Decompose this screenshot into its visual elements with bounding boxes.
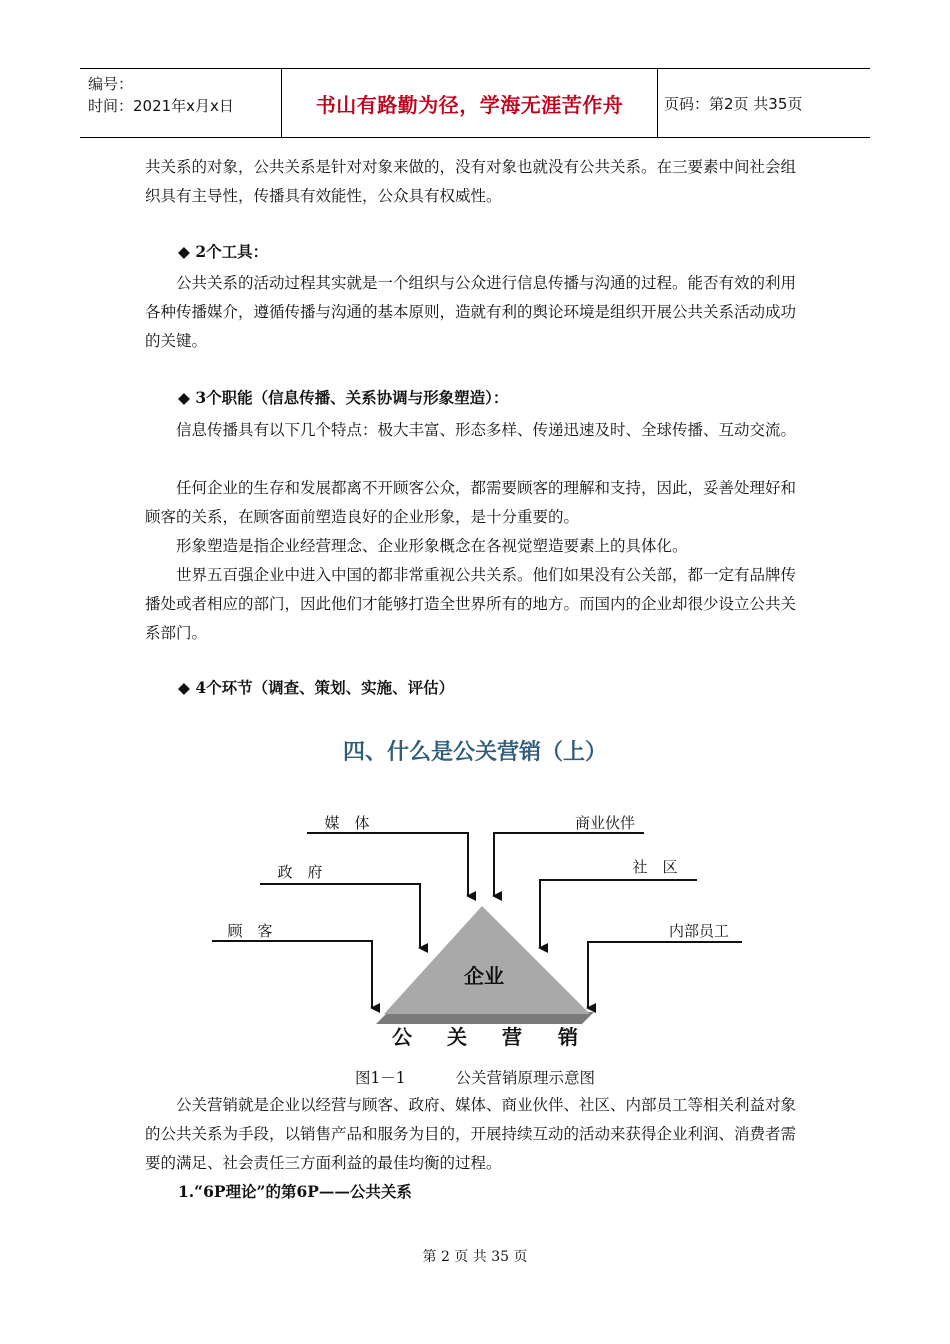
base-char-1: 公 bbox=[392, 1025, 412, 1049]
paragraph-function-2: 任何企业的生存和发展都离不开顾客公众，都需要顾客的理解和支持，因此，妥善处理好和顾客的关系，在顾客面前塑造良好的企业形象，是十分重要的。 bbox=[145, 479, 797, 526]
doc-time-label: 时间：2021年x月x日 bbox=[88, 97, 234, 115]
label-partner: 商业伙伴 bbox=[574, 814, 636, 832]
base-char-4: 销 bbox=[558, 1025, 578, 1049]
figure-title: 公关营销原理示意图 bbox=[455, 1069, 596, 1087]
paragraph-tools: 公共关系的活动过程其实就是一个组织与公众进行信息传播与沟通的过程。能否有效的利用各种传播媒介，遵循传播与沟通的基本原则，造就有利的舆论环境是组织开展公共关系活动成功的关键。 bbox=[145, 274, 797, 350]
page-header bbox=[80, 68, 870, 138]
arrow-customer bbox=[212, 941, 372, 1008]
paragraph-function-4: 世界五百强企业中进入中国的都非常重视公共关系。他们如果没有公关部，都一定有品牌传播处或者相应的部门，因此他们才能够打造全世界所有的地方。而国内的企业却很少设立公共关系部门。 bbox=[145, 566, 797, 642]
paragraph-function-3: 形象塑造是指企业经营理念、企业形象概念在各视觉塑造要素上的具体化。 bbox=[176, 537, 688, 555]
arrow-partner bbox=[494, 833, 644, 896]
label-media: 媒 体 bbox=[324, 814, 370, 832]
paragraph-intro: 共关系的对象，公共关系是针对对象来做的，没有对象也就没有公共关系。在三要素中间社会组织具有主导性，传播具有效能性，公众具有权威性。 bbox=[145, 158, 797, 205]
pr-marketing-diagram bbox=[212, 800, 742, 1060]
label-government: 政 府 bbox=[277, 863, 323, 881]
arrow-media bbox=[307, 833, 468, 896]
figure-caption bbox=[0, 1066, 950, 1088]
page-footer: 第 2 页 共 35 页 bbox=[422, 1249, 528, 1265]
base-char-3: 营 bbox=[502, 1025, 522, 1049]
header-meta bbox=[80, 69, 282, 137]
heading-functions: ◆ 3个职能（信息传播、关系协调与形象塑造）： bbox=[178, 388, 509, 407]
diagram-center-label: 企业 bbox=[464, 964, 504, 988]
heading-tools: ◆ 2个工具： bbox=[178, 242, 269, 261]
diagram-triangle bbox=[384, 906, 590, 1014]
header-motto: 书山有路勤为径，学海无涯苦作舟 bbox=[282, 69, 658, 137]
arrow-staff bbox=[588, 942, 742, 1008]
paragraph-function-1: 信息传播具有以下几个特点：极大丰富、形态多样、传递迅速及时、全球传播、互动交流。 bbox=[176, 421, 797, 439]
heading-steps: ◆ 4个环节（调查、策划、实施、评估） bbox=[178, 678, 455, 697]
label-community: 社 区 bbox=[632, 858, 678, 876]
label-customer: 顾 客 bbox=[227, 922, 273, 940]
section-title: 四、什么是公关营销（上） bbox=[342, 739, 607, 765]
label-staff: 内部员工 bbox=[668, 922, 730, 940]
base-char-2: 关 bbox=[447, 1025, 467, 1049]
paragraph-definition: 公关营销就是企业以经营与顾客、政府、媒体、商业伙伴、社区、内部员工等相关利益对象的公共关系为手段，以销售产品和服务为目的，开展持续互动的活动来获得企业利润、消费者需要的满足、社会责任三方面利益的最佳均衡的过程。 bbox=[145, 1096, 797, 1172]
figure-number: 图1－1 bbox=[354, 1069, 406, 1087]
heading-6p: 1.“6P理论”的第6P——公共关系 bbox=[178, 1182, 412, 1201]
header-page-info: 页码：第2页 共35页 bbox=[664, 94, 803, 113]
doc-number-label: 编号： bbox=[88, 75, 134, 93]
arrow-government bbox=[260, 884, 420, 948]
